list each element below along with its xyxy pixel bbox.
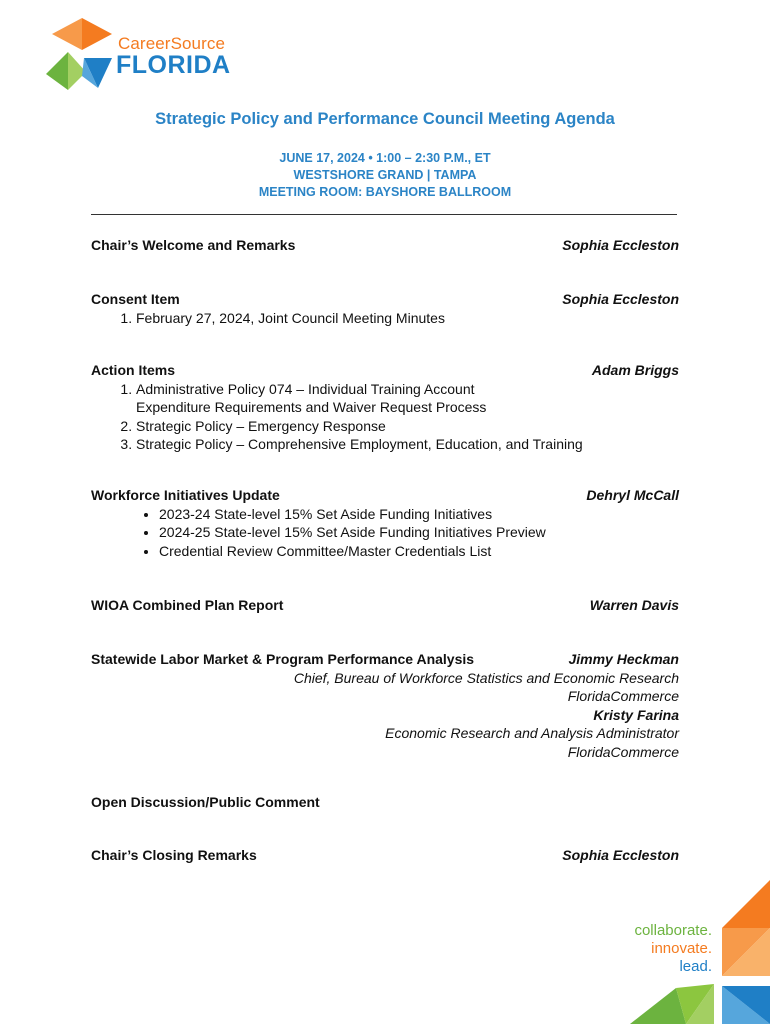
section-heading: WIOA Combined Plan Report xyxy=(91,597,284,613)
list-item: 2. Strategic Policy – Emergency Response xyxy=(136,417,509,436)
logo-text-florida: FLORIDA xyxy=(116,51,231,79)
section-heading: Chair’s Welcome and Remarks xyxy=(91,237,296,253)
agenda-title: Strategic Policy and Performance Council Meeting Agenda xyxy=(155,110,615,128)
list-item: • 2023-24 State-level 15% Set Aside Funding Initiatives xyxy=(159,505,679,524)
list-item: • 2024-25 State-level 15% Set Aside Funding Initiatives Preview xyxy=(159,523,679,542)
section-presenter: Dehryl McCall xyxy=(586,487,679,503)
section-heading: Action Items xyxy=(91,362,176,378)
section-presenter: Sophia Eccleston xyxy=(562,237,679,253)
second-presenter: Kristy Farina xyxy=(593,706,679,723)
second-presenter-title: Economic Research and Analysis Administrator xyxy=(385,725,679,741)
list-item: • Credential Review Committee/Master Credentials List xyxy=(159,542,679,561)
section-heading: Consent Item xyxy=(91,291,180,307)
section-heading: Statewide Labor Market & Program Performance Analysis xyxy=(91,651,475,667)
tagline-innovate: innovate. xyxy=(651,940,712,957)
list-item: 1. Administrative Policy 074 – Individual Training Account Expenditure Requirements and Waiver Request Process xyxy=(136,380,509,417)
section-presenter: Warren Davis xyxy=(589,597,679,613)
section-presenter: Adam Briggs xyxy=(591,362,679,378)
section-heading: Open Discussion/Public Comment xyxy=(91,794,320,810)
meeting-location: WESTSHORE GRAND | TAMPA xyxy=(293,168,477,182)
section-presenter: Jimmy Heckman xyxy=(568,651,679,667)
list-item: 3. Strategic Policy – Comprehensive Employment, Education, and Training xyxy=(136,435,509,454)
logo-text-careersource: CareerSource xyxy=(118,34,226,53)
presenter-title: Chief, Bureau of Workforce Statistics and Economic Research xyxy=(293,669,679,686)
second-presenter-org: FloridaCommerce xyxy=(567,743,679,760)
section-presenter: Sophia Eccleston xyxy=(562,291,679,307)
presenter-org: FloridaCommerce xyxy=(567,688,679,704)
meeting-date-time: JUNE 17, 2024 • 1:00 – 2:30 P.M., ET xyxy=(279,151,491,165)
section-heading: Workforce Initiatives Update xyxy=(91,487,280,503)
meeting-room: MEETING ROOM: BAYSHORE BALLROOM xyxy=(258,185,512,199)
list-item: 1. February 27, 2024, Joint Council Meeting Minutes xyxy=(136,309,679,328)
section-heading: Chair’s Closing Remarks xyxy=(91,847,257,863)
tagline-lead: lead. xyxy=(679,958,712,975)
tagline-collaborate: collaborate. xyxy=(634,922,712,939)
section-presenter: Sophia Eccleston xyxy=(562,847,679,863)
